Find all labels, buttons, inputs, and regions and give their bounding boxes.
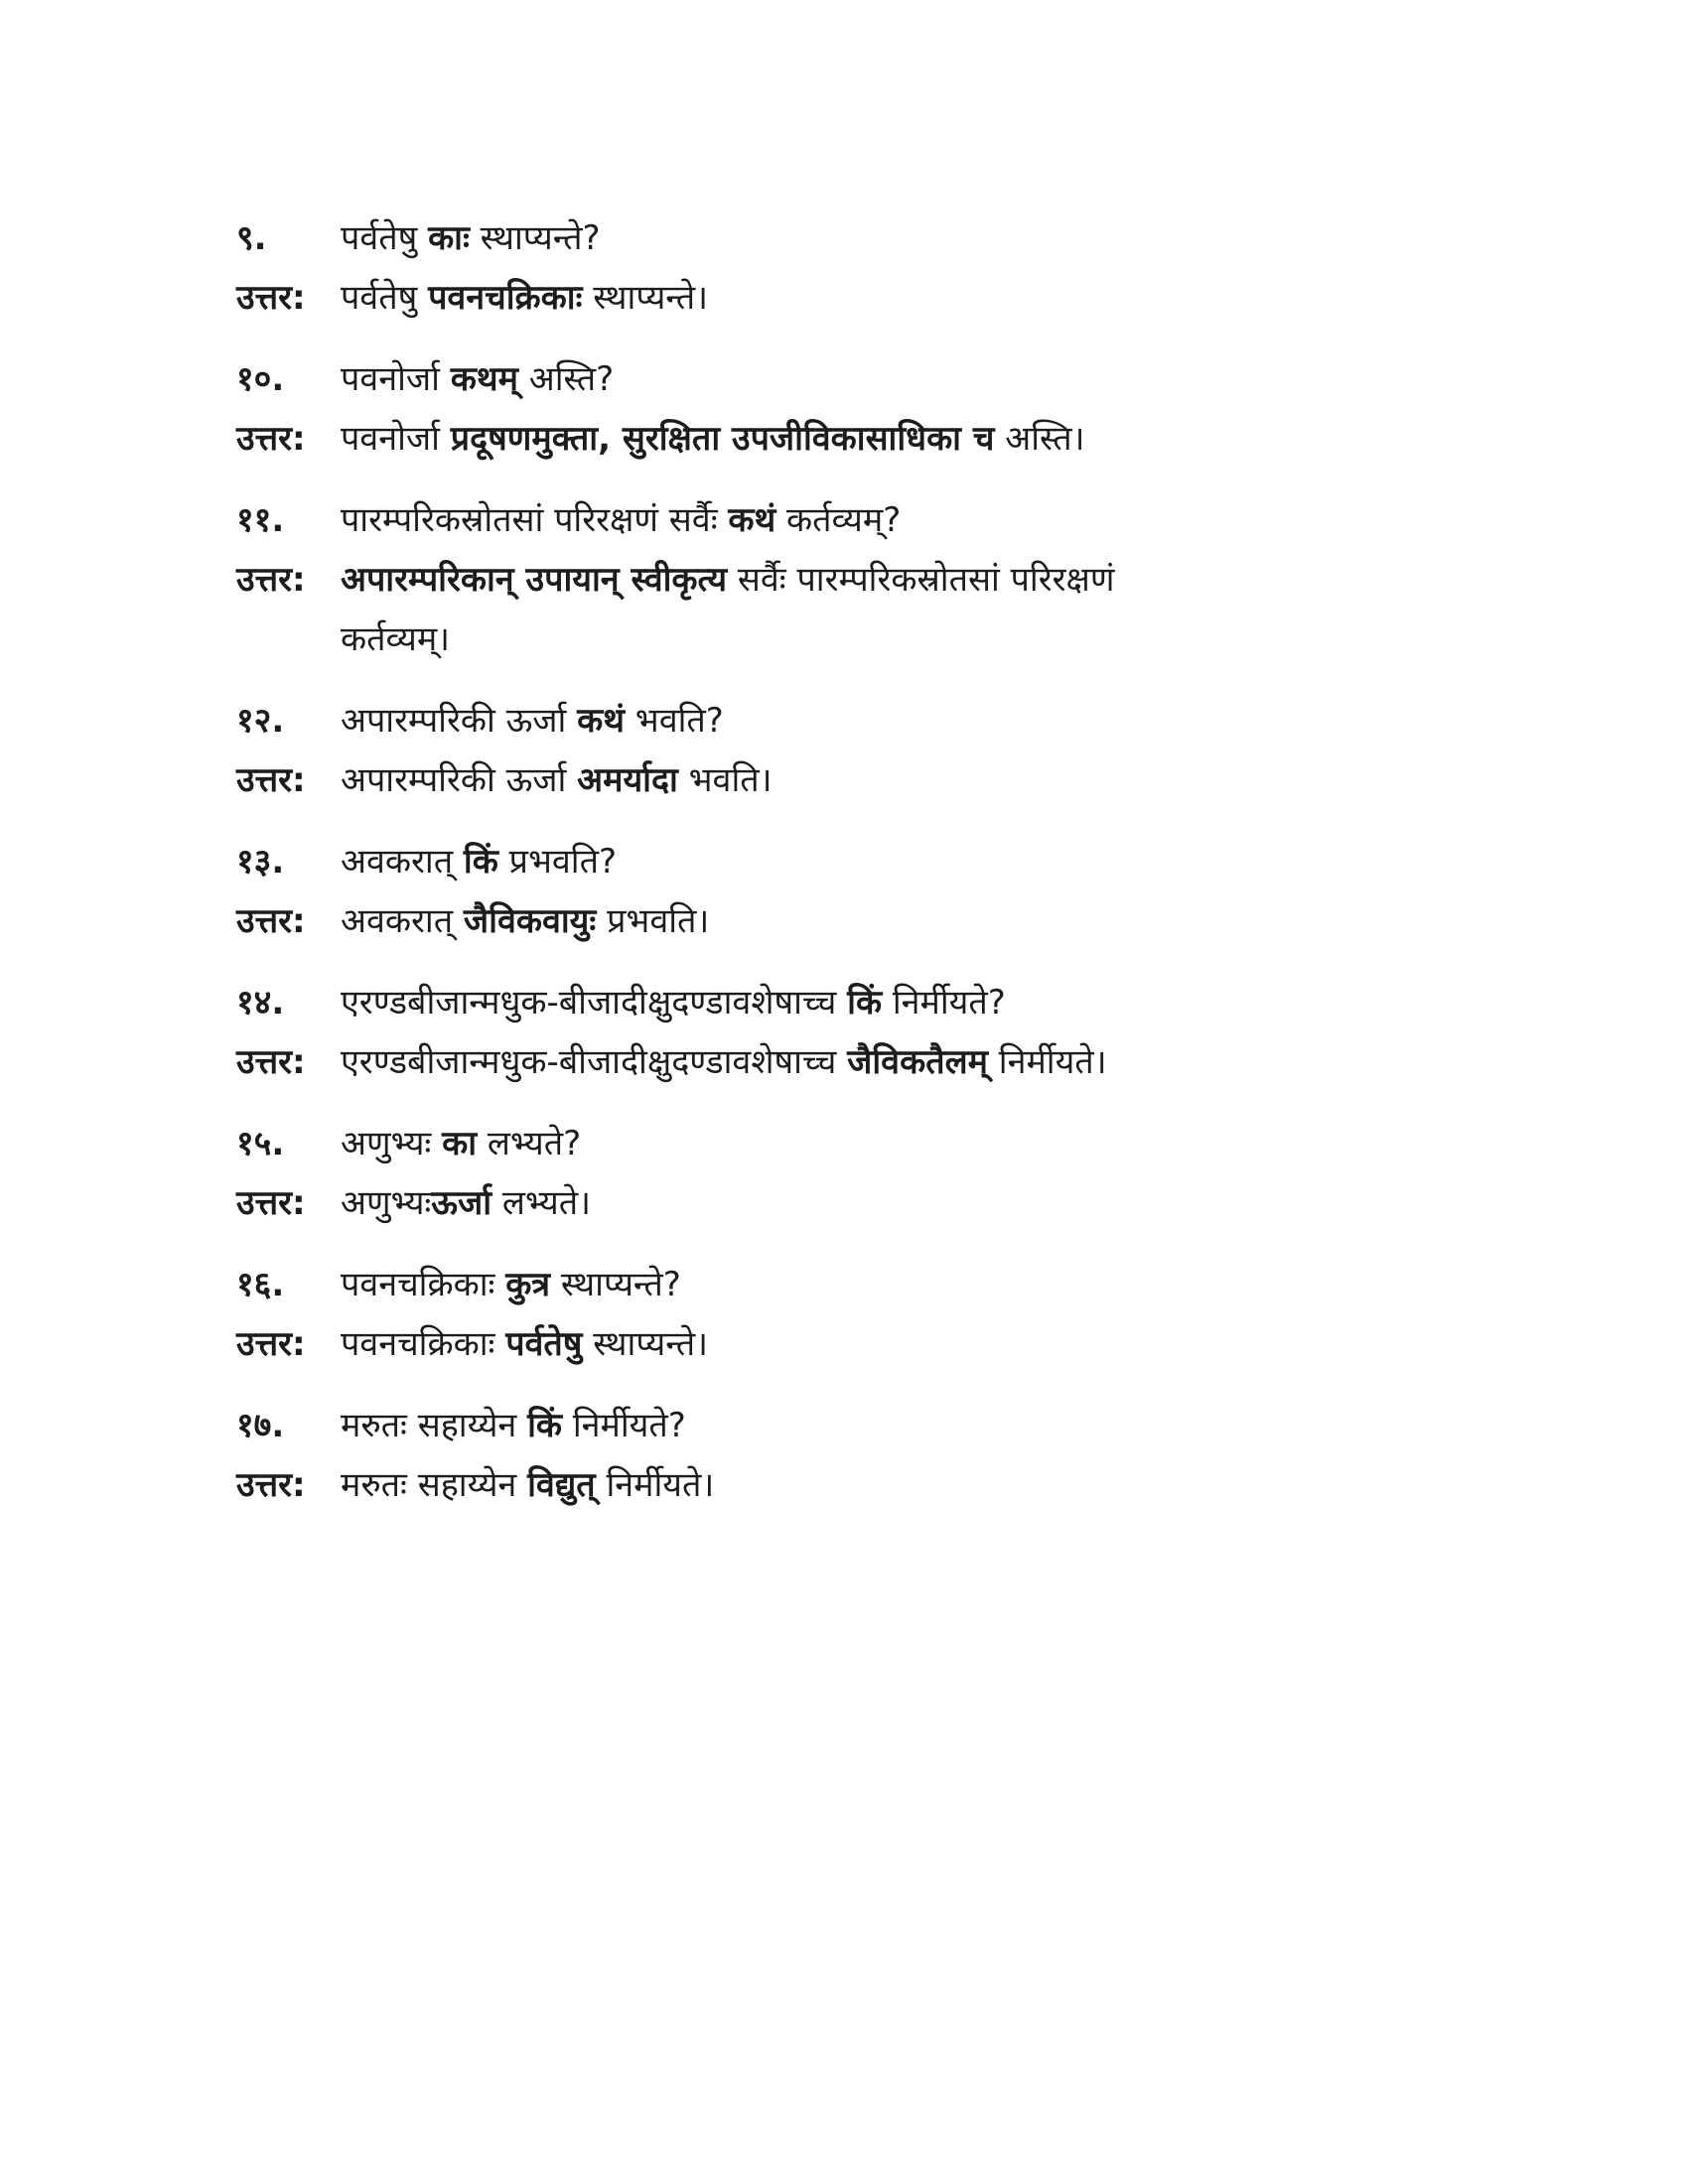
answer-row (236, 1032, 1130, 1092)
answer-label: उत्तर: (236, 278, 306, 318)
question-number: १४. (236, 983, 285, 1023)
question-number: ९. (236, 218, 267, 258)
question-number: १६. (236, 1265, 285, 1304)
qa-item-13 (236, 832, 1130, 951)
question-text: मरुतः सहाय्येन किं निर्मीयते? (341, 1406, 686, 1445)
question-text: पर्वतेषु काः स्थाप्यन्ते? (341, 218, 601, 258)
qa-item-11 (236, 490, 1130, 669)
answer-row (236, 409, 1130, 469)
answer-text: अवकरात् जैविकवायुः प्रभवति। (341, 901, 710, 941)
answer-text: अपारम्परिकान् उपायान् स्वीकृत्य सर्वैः पारम्परिकस्रोतसां परिरक्षणं कर्तव्यम्। (341, 560, 1115, 659)
answer-label: उत्तर: (236, 1042, 306, 1082)
answer-row (236, 751, 1130, 810)
answer-text: पर्वतेषु पवनचक्रिकाः स्थाप्यन्ते। (341, 278, 709, 318)
answer-row (236, 550, 1130, 669)
answer-label: उत्तर: (236, 901, 306, 941)
question-text: पवनोर्जा कथम् अस्ति? (341, 359, 615, 399)
question-row (236, 691, 1130, 751)
answer-label: उत्तर: (236, 560, 306, 600)
question-row (236, 349, 1130, 409)
answer-text: पवनोर्जा प्रदूषणमुक्ता, सुरक्षिता उपजीविकासाधिका च अस्ति। (341, 419, 1085, 459)
question-number: ११. (236, 500, 285, 540)
answer-row (236, 1314, 1130, 1374)
question-row (236, 208, 1130, 268)
question-text: एरण्डबीजान्मधुक-बीजादीक्षुदण्डावशेषाच्च किं निर्मीयते? (341, 983, 1006, 1023)
question-text: अवकरात् किं प्रभवति? (341, 842, 618, 882)
qa-item-10 (236, 349, 1130, 469)
answer-label: उत्तर: (236, 1324, 306, 1364)
answer-text: मरुतः सहाय्येन विद्युत् निर्मीयते। (341, 1465, 715, 1505)
answer-text: अपारम्परिकी ऊर्जा अमर्यादा भवति। (341, 760, 773, 800)
qa-item-15 (236, 1114, 1130, 1233)
question-row (236, 1255, 1130, 1314)
question-text: अपारम्परिकी ऊर्जा कथं भवति? (341, 701, 724, 741)
question-number: १०. (236, 359, 285, 399)
qa-item-12 (236, 691, 1130, 810)
question-row (236, 1396, 1130, 1455)
answer-label: उत्तर: (236, 419, 306, 459)
qa-list (236, 208, 1130, 1537)
question-text: पवनचक्रिकाः कुत्र स्थाप्यन्ते? (341, 1265, 681, 1304)
question-number: १५. (236, 1124, 285, 1163)
answer-text: पवनचक्रिकाः पर्वतेषु स्थाप्यन्ते। (341, 1324, 709, 1364)
question-row (236, 490, 1130, 550)
answer-text: अणुभ्यःऊर्जा लभ्यते। (341, 1183, 592, 1223)
question-number: १२. (236, 701, 285, 741)
answer-row (236, 268, 1130, 328)
question-row (236, 1114, 1130, 1173)
qa-item-16 (236, 1255, 1130, 1374)
qa-item-17 (236, 1396, 1130, 1515)
answer-label: उत्तर: (236, 1183, 306, 1223)
answer-label: उत्तर: (236, 760, 306, 800)
qa-item-14 (236, 973, 1130, 1092)
question-row (236, 973, 1130, 1032)
question-number: १३. (236, 842, 285, 882)
question-text: पारम्परिकस्रोतसां परिरक्षणं सर्वैः कथं कर्तव्यम्? (341, 500, 902, 540)
question-text: अणुभ्यः का लभ्यते? (341, 1124, 582, 1163)
question-number: १७. (236, 1406, 285, 1445)
answer-row (236, 891, 1130, 951)
answer-text: एरण्डबीजान्मधुक-बीजादीक्षुदण्डावशेषाच्च जैविकतैलम् निर्मीयते। (341, 1042, 1107, 1082)
question-row (236, 832, 1130, 891)
answer-row (236, 1173, 1130, 1233)
qa-item-9 (236, 208, 1130, 328)
answer-label: उत्तर: (236, 1465, 306, 1505)
answer-row (236, 1455, 1130, 1515)
